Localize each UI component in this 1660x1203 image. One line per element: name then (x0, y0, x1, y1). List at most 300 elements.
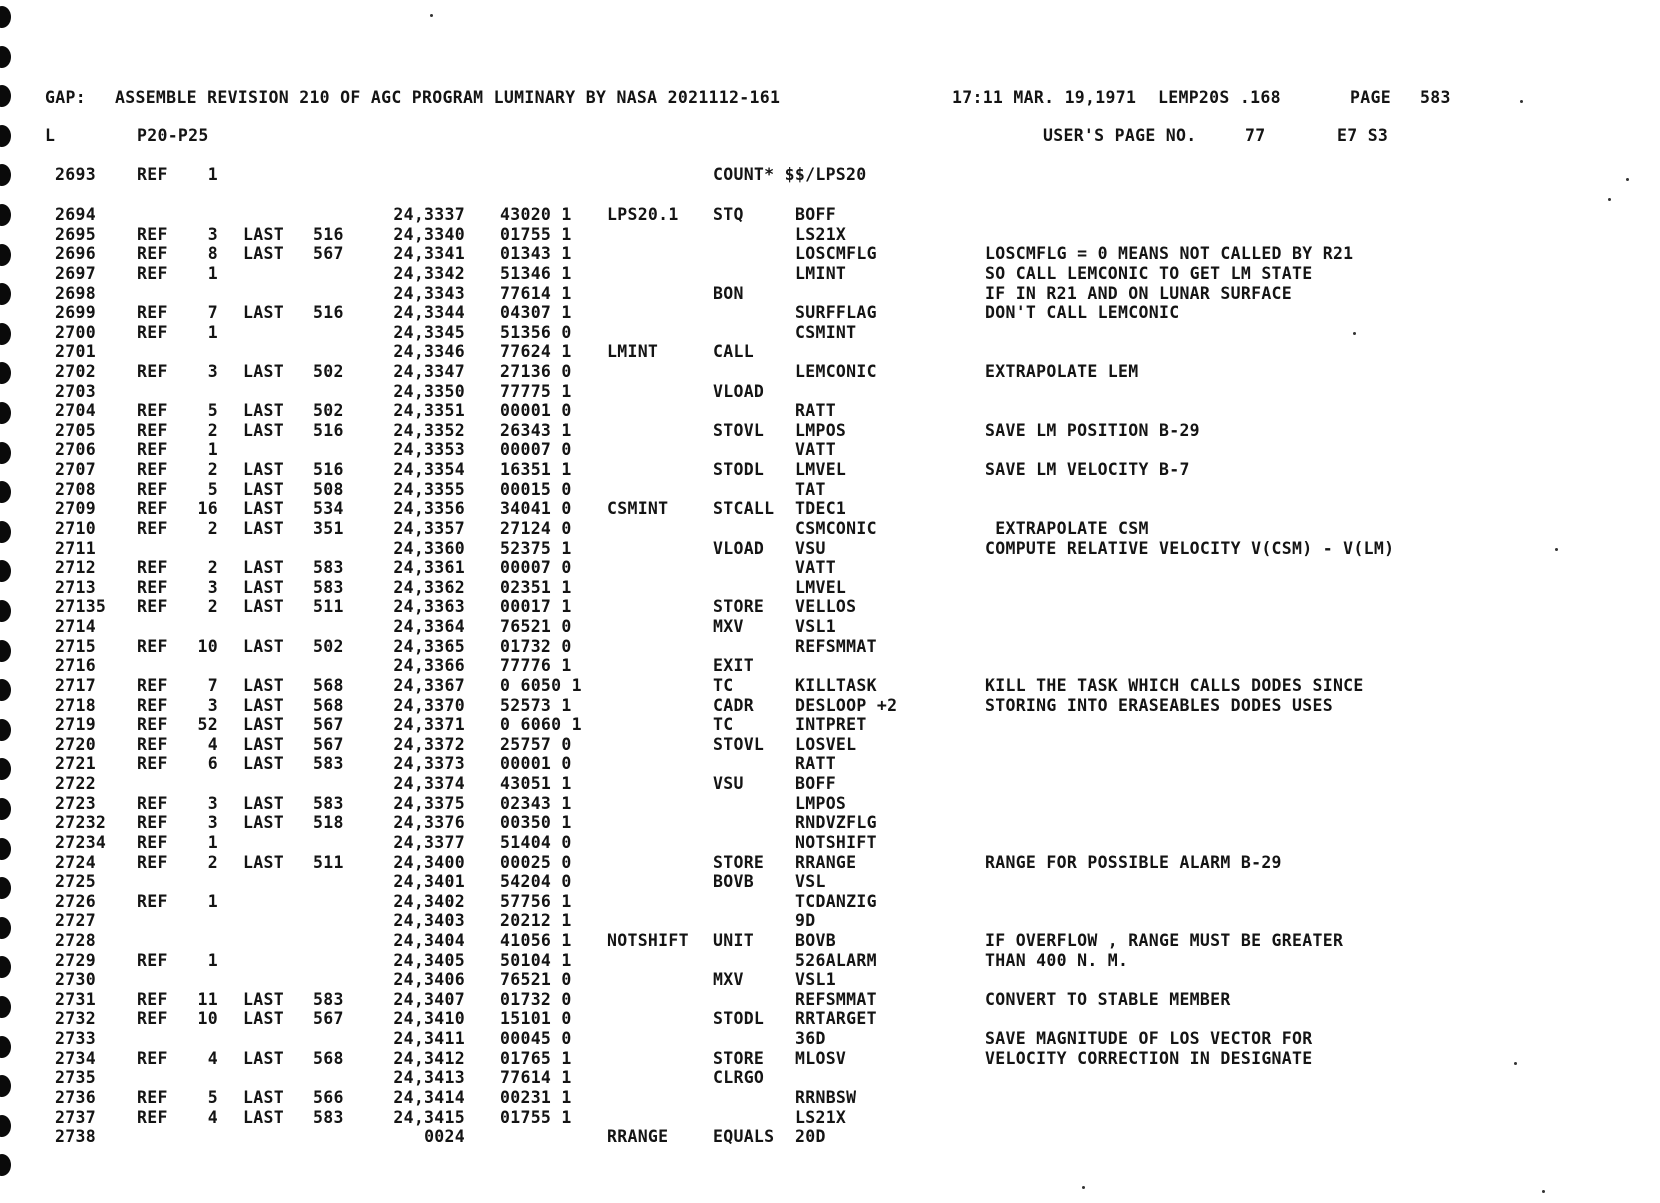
row-address: 24,3341 (393, 244, 465, 264)
row-last: LAST (243, 1009, 284, 1029)
row-address: 24,3343 (393, 283, 465, 303)
row-operand: LOSVEL (795, 734, 857, 754)
row-operand: BOFF (795, 205, 836, 224)
row-comment: RANGE FOR POSSIBLE ALARM B-29 (985, 852, 1282, 872)
row-address: 24,3356 (393, 499, 465, 519)
row-operand: CSMCONIC (795, 518, 877, 538)
row-refcount: 1 (207, 263, 218, 283)
row-last-number: 583 (313, 989, 344, 1009)
row-line-number: 2719 (55, 715, 96, 735)
row-word: 00017 1 (500, 597, 572, 617)
row-word: 27124 0 (500, 518, 572, 538)
row-last-number: 518 (313, 813, 344, 833)
binder-hole-mark (0, 46, 11, 68)
row-opcode: VLOAD (713, 538, 765, 558)
row-line-number: 2717 (55, 675, 96, 695)
row-opcode: MXV (713, 970, 744, 990)
row-operand: RATT (795, 401, 836, 421)
row-word: 00001 0 (500, 401, 572, 421)
row-opcode: STCALL (713, 499, 775, 519)
subheader-line (0, 126, 1660, 148)
row-comment: IF OVERFLOW , RANGE MUST BE GREATER (985, 930, 1344, 950)
row-address: 24,3377 (393, 832, 465, 852)
row-operand: TAT (795, 479, 826, 499)
listing-row (0, 637, 1660, 659)
row-refcount: 4 (207, 734, 218, 754)
row-word: 01765 1 (500, 1048, 572, 1068)
row-opcode: STORE (713, 852, 765, 872)
header-page-number: 583 (1420, 88, 1451, 107)
row-ref: REF (137, 263, 168, 283)
row-line-number: 27232 (55, 813, 107, 833)
row-last: LAST (243, 793, 284, 813)
row-address: 24,3351 (393, 401, 465, 421)
row-last: LAST (243, 224, 284, 244)
row-last-number: 516 (313, 303, 344, 323)
row-operand: RNDVZFLG (795, 813, 877, 833)
row-word: 54204 0 (500, 872, 572, 892)
row-ref: REF (137, 460, 168, 480)
row-last-number: 502 (313, 636, 344, 656)
row-last: LAST (243, 695, 284, 715)
row-ref: REF (137, 734, 168, 754)
row-last: LAST (243, 734, 284, 754)
row-last: LAST (243, 362, 284, 381)
row-address: 24,3337 (393, 205, 465, 224)
row-line-number: 2694 (55, 205, 96, 224)
row-word: 76521 0 (500, 970, 572, 990)
row-refcount: 4 (207, 1048, 218, 1068)
row-last-number: 534 (313, 499, 344, 519)
row-ref: REF (137, 675, 168, 695)
row-ref: REF (137, 695, 168, 715)
row-operand: LMPOS (795, 420, 847, 440)
row-line-number: 2727 (55, 911, 96, 931)
row-line-number: 2724 (55, 852, 96, 872)
row-last-number: 568 (313, 675, 344, 695)
row-refcount: 1 (207, 832, 218, 852)
row-address: 24,3367 (393, 675, 465, 695)
row-ref: REF (137, 950, 168, 970)
row-address: 24,3355 (393, 479, 465, 499)
row-operand: MLOSV (795, 1048, 847, 1068)
row-refcount: 4 (207, 1107, 218, 1127)
row-ref: REF (137, 1048, 168, 1068)
row-ref: REF (137, 303, 168, 323)
row-operand: BOVB (795, 930, 836, 950)
row-label: LMINT (607, 342, 659, 362)
row-refcount: 2 (207, 420, 218, 440)
row-last-number: 502 (313, 401, 344, 421)
header-page-label: PAGE (1350, 88, 1391, 107)
row-line-number: 2709 (55, 499, 96, 519)
row-comment: SAVE LM VELOCITY B-7 (985, 460, 1190, 480)
row-last: LAST (243, 420, 284, 440)
row-line-number: 2710 (55, 518, 96, 538)
user-page-label: USER'S PAGE NO. (1043, 126, 1197, 145)
row-line-number: 2738 (55, 1127, 96, 1147)
row-opcode: CALL (713, 342, 754, 362)
row-operand: RRNBSW (795, 1087, 857, 1107)
row-address: 24,3415 (393, 1107, 465, 1127)
row-last-number: 511 (313, 597, 344, 617)
row-comment: SO CALL LEMCONIC TO GET LM STATE (985, 263, 1313, 283)
row-comment: EXTRAPOLATE CSM (985, 518, 1149, 538)
row-label: NOTSHIFT (607, 930, 689, 950)
row-word: 16351 1 (500, 460, 572, 480)
row-line-number: 2716 (55, 656, 96, 676)
paper-speck (1082, 1186, 1085, 1189)
row-operand: LOSCMFLG (795, 244, 877, 264)
row-address: 24,3363 (393, 597, 465, 617)
row-opcode: STORE (713, 1048, 765, 1068)
row-last-number: 583 (313, 558, 344, 578)
row-ref: REF (137, 891, 168, 911)
row-line-number: 2723 (55, 793, 96, 813)
row-word: 26343 1 (500, 420, 572, 440)
row-word: 77776 1 (500, 656, 572, 676)
row-last: LAST (243, 597, 284, 617)
row-operand: LS21X (795, 224, 847, 244)
row-last-number: 568 (313, 695, 344, 715)
subheader-section: P20-P25 (137, 126, 209, 145)
row-operand: VSL1 (795, 617, 836, 636)
row-opcode: CLRGO (713, 1068, 765, 1088)
row-last: LAST (243, 1107, 284, 1127)
row-line-number: 2713 (55, 577, 96, 597)
row-comment: DON'T CALL LEMCONIC (985, 303, 1180, 323)
row-opcode: BOVB (713, 872, 754, 892)
row-refcount: 3 (207, 577, 218, 597)
listing-row (0, 1127, 1660, 1149)
row-operand: CSMINT (795, 322, 857, 342)
row-address: 24,3361 (393, 558, 465, 578)
row-ref: REF (137, 558, 168, 578)
row-word: 41056 1 (500, 930, 572, 950)
row-address: 24,3365 (393, 636, 465, 656)
row-operand: 526ALARM (795, 950, 877, 970)
row-operand: TDEC1 (795, 499, 847, 519)
row-ref: REF (137, 1087, 168, 1107)
row-last-number: 516 (313, 224, 344, 244)
row-refcount: 7 (207, 303, 218, 323)
row-opcode: STODL (713, 1009, 765, 1029)
count-refcount: 1 (207, 165, 218, 184)
row-word: 51404 0 (500, 832, 572, 852)
listing-row (0, 539, 1660, 561)
row-line-number: 2721 (55, 754, 96, 774)
row-line-number: 2731 (55, 989, 96, 1009)
listing-row (0, 735, 1660, 757)
row-operand: VSL (795, 872, 826, 892)
row-line-number: 2695 (55, 224, 96, 244)
row-opcode: STOVL (713, 734, 765, 754)
listing-row (0, 833, 1660, 855)
row-opcode: MXV (713, 617, 744, 636)
row-line-number: 2720 (55, 734, 96, 754)
count-text: COUNT* $$/LPS20 (713, 165, 867, 184)
row-refcount: 3 (207, 813, 218, 833)
row-line-number: 2707 (55, 460, 96, 480)
row-comment: LOSCMFLG = 0 MEANS NOT CALLED BY R21 (985, 244, 1354, 264)
row-line-number: 2705 (55, 420, 96, 440)
row-comment: CONVERT TO STABLE MEMBER (985, 989, 1231, 1009)
row-last-number: 567 (313, 715, 344, 735)
paper-speck (430, 14, 433, 17)
row-address: 24,3412 (393, 1048, 465, 1068)
row-line-number: 2728 (55, 930, 96, 950)
row-last-number: 583 (313, 577, 344, 597)
row-operand: 36D (795, 1029, 826, 1048)
row-word: 20212 1 (500, 911, 572, 931)
row-opcode: STQ (713, 205, 744, 224)
row-word: 00001 0 (500, 754, 572, 774)
subheader-code: E7 S3 (1337, 126, 1389, 145)
row-word: 51356 0 (500, 322, 572, 342)
row-word: 00015 0 (500, 479, 572, 499)
row-operand: REFSMMAT (795, 989, 877, 1009)
row-refcount: 5 (207, 1087, 218, 1107)
row-line-number: 27135 (55, 597, 107, 617)
row-address: 24,3340 (393, 224, 465, 244)
row-address: 24,3366 (393, 656, 465, 676)
row-line-number: 2736 (55, 1087, 96, 1107)
row-address: 24,3344 (393, 303, 465, 323)
row-word: 00045 0 (500, 1029, 572, 1048)
row-word: 04307 1 (500, 303, 572, 323)
row-word: 01755 1 (500, 1107, 572, 1127)
row-word: 02343 1 (500, 793, 572, 813)
row-operand: INTPRET (795, 715, 867, 735)
row-last-number: 516 (313, 420, 344, 440)
row-line-number: 2718 (55, 695, 96, 715)
row-word: 00025 0 (500, 852, 572, 872)
row-line-number: 2712 (55, 558, 96, 578)
row-opcode: CADR (713, 695, 754, 715)
row-refcount: 52 (197, 715, 218, 735)
row-line-number: 2734 (55, 1048, 96, 1068)
header-timestamp: 17:11 MAR. 19,1971 (952, 88, 1137, 107)
row-line-number: 2733 (55, 1029, 96, 1048)
row-ref: REF (137, 499, 168, 519)
row-ref: REF (137, 1107, 168, 1127)
row-line-number: 2696 (55, 244, 96, 264)
row-comment: THAN 400 N. M. (985, 950, 1129, 970)
row-address: 24,3375 (393, 793, 465, 813)
row-refcount: 5 (207, 479, 218, 499)
row-word: 01732 0 (500, 989, 572, 1009)
row-word: 01732 0 (500, 636, 572, 656)
row-label: RRANGE (607, 1127, 669, 1147)
row-line-number: 2699 (55, 303, 96, 323)
row-refcount: 2 (207, 518, 218, 538)
row-last-number: 566 (313, 1087, 344, 1107)
row-refcount: 2 (207, 460, 218, 480)
row-line-number: 2726 (55, 891, 96, 911)
row-last: LAST (243, 401, 284, 421)
row-refcount: 7 (207, 675, 218, 695)
row-refcount: 3 (207, 224, 218, 244)
row-opcode: EQUALS (713, 1127, 775, 1147)
row-last-number: 516 (313, 460, 344, 480)
paper-speck (1353, 332, 1356, 335)
row-line-number: 2732 (55, 1009, 96, 1029)
row-operand: VSL1 (795, 970, 836, 990)
row-last-number: 502 (313, 362, 344, 381)
binder-hole-mark (0, 1154, 11, 1176)
row-word: 52375 1 (500, 538, 572, 558)
row-opcode: STODL (713, 460, 765, 480)
row-ref: REF (137, 832, 168, 852)
paper-speck (1514, 1062, 1517, 1065)
row-operand: TCDANZIG (795, 891, 877, 911)
row-line-number: 2701 (55, 342, 96, 362)
row-address: 24,3403 (393, 911, 465, 931)
row-address: 24,3346 (393, 342, 465, 362)
user-page-number: 77 (1245, 126, 1266, 145)
row-refcount: 11 (197, 989, 218, 1009)
row-last: LAST (243, 577, 284, 597)
row-operand: BOFF (795, 774, 836, 793)
row-last: LAST (243, 303, 284, 323)
subheader-mark: L (45, 126, 56, 145)
row-address: 24,3405 (393, 950, 465, 970)
row-refcount: 3 (207, 362, 218, 381)
row-word: 27136 0 (500, 362, 572, 381)
row-last: LAST (243, 1087, 284, 1107)
row-address: 24,3345 (393, 322, 465, 342)
row-opcode: VLOAD (713, 381, 765, 401)
row-operand: KILLTASK (795, 675, 877, 695)
row-last-number: 583 (313, 1107, 344, 1127)
row-operand: LMINT (795, 263, 847, 283)
row-refcount: 5 (207, 401, 218, 421)
row-label: LPS20.1 (607, 205, 679, 224)
row-opcode: STOVL (713, 420, 765, 440)
row-address: 24,3402 (393, 891, 465, 911)
row-operand: LEMCONIC (795, 362, 877, 381)
row-ref: REF (137, 577, 168, 597)
row-last: LAST (243, 499, 284, 519)
row-ref: REF (137, 597, 168, 617)
count-line-number: 2693 (55, 165, 96, 184)
row-word: 76521 0 (500, 617, 572, 636)
row-line-number: 2725 (55, 872, 96, 892)
row-word: 77624 1 (500, 342, 572, 362)
row-ref: REF (137, 322, 168, 342)
row-address: 24,3360 (393, 538, 465, 558)
row-line-number: 2697 (55, 263, 96, 283)
row-address: 24,3353 (393, 440, 465, 460)
count-ref: REF (137, 165, 168, 184)
row-refcount: 2 (207, 597, 218, 617)
row-ref: REF (137, 479, 168, 499)
row-word: 50104 1 (500, 950, 572, 970)
row-operand: SURFFLAG (795, 303, 877, 323)
row-address: 24,3362 (393, 577, 465, 597)
row-operand: VATT (795, 440, 836, 460)
row-word: 34041 0 (500, 499, 572, 519)
row-line-number: 2730 (55, 970, 96, 990)
row-operand: RATT (795, 754, 836, 774)
row-comment: EXTRAPOLATE LEM (985, 362, 1139, 381)
row-address: 24,3414 (393, 1087, 465, 1107)
row-last: LAST (243, 813, 284, 833)
row-opcode: STORE (713, 597, 765, 617)
row-line-number: 2702 (55, 362, 96, 381)
row-word: 43051 1 (500, 774, 572, 793)
row-refcount: 2 (207, 558, 218, 578)
listing-row (0, 931, 1660, 953)
row-refcount: 10 (197, 1009, 218, 1029)
row-opcode: TC (713, 675, 734, 695)
row-address: 24,3374 (393, 774, 465, 793)
row-line-number: 27234 (55, 832, 107, 852)
row-last-number: 567 (313, 1009, 344, 1029)
row-address: 24,3407 (393, 989, 465, 1009)
row-address: 24,3406 (393, 970, 465, 990)
row-address: 0024 (424, 1127, 465, 1147)
row-comment: COMPUTE RELATIVE VELOCITY V(CSM) - V(LM) (985, 538, 1395, 558)
row-last-number: 568 (313, 1048, 344, 1068)
row-opcode: BON (713, 283, 744, 303)
row-operand: VELLOS (795, 597, 857, 617)
row-ref: REF (137, 362, 168, 381)
row-address: 24,3411 (393, 1029, 465, 1048)
row-line-number: 2722 (55, 774, 96, 793)
row-refcount: 2 (207, 852, 218, 872)
header-line (0, 88, 1660, 110)
listing-row (0, 244, 1660, 266)
row-last: LAST (243, 1048, 284, 1068)
row-last: LAST (243, 675, 284, 695)
listing-row (0, 440, 1660, 462)
row-last-number: 583 (313, 793, 344, 813)
row-ref: REF (137, 401, 168, 421)
row-last-number: 567 (313, 734, 344, 754)
row-last-number: 511 (313, 852, 344, 872)
row-operand: VSU (795, 538, 826, 558)
row-address: 24,3400 (393, 852, 465, 872)
header-title: ASSEMBLE REVISION 210 OF AGC PROGRAM LUMINARY BY NASA 2021112-161 (115, 88, 781, 107)
row-ref: REF (137, 224, 168, 244)
row-last: LAST (243, 852, 284, 872)
row-operand: LMVEL (795, 577, 847, 597)
row-last: LAST (243, 558, 284, 578)
row-refcount: 1 (207, 322, 218, 342)
listing-row (0, 342, 1660, 364)
row-last-number: 351 (313, 518, 344, 538)
row-label: CSMINT (607, 499, 669, 519)
row-line-number: 2703 (55, 381, 96, 401)
row-line-number: 2706 (55, 440, 96, 460)
row-address: 24,3410 (393, 1009, 465, 1029)
row-ref: REF (137, 636, 168, 656)
row-last: LAST (243, 518, 284, 538)
row-comment: STORING INTO ERASEABLES DODES USES (985, 695, 1333, 715)
row-ref: REF (137, 793, 168, 813)
row-word: 57756 1 (500, 891, 572, 911)
row-ref: REF (137, 1009, 168, 1029)
row-word: 51346 1 (500, 263, 572, 283)
row-line-number: 2698 (55, 283, 96, 303)
row-line-number: 2708 (55, 479, 96, 499)
row-last: LAST (243, 460, 284, 480)
row-address: 24,3404 (393, 930, 465, 950)
row-line-number: 2729 (55, 950, 96, 970)
row-refcount: 6 (207, 754, 218, 774)
row-refcount: 10 (197, 636, 218, 656)
